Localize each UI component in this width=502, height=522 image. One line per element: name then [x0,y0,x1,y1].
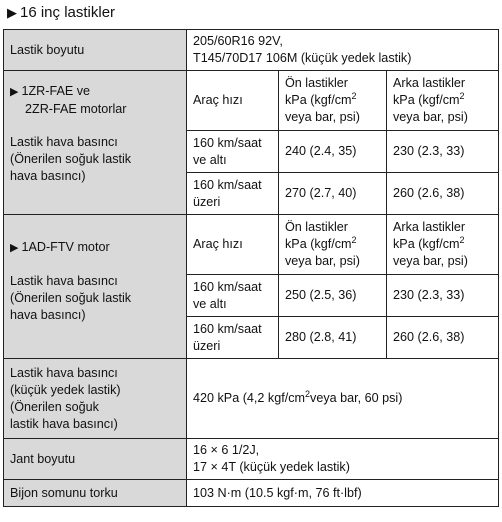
pressure-label-line-2: (Önerilen soğuk lastik [10,152,132,166]
rear-header-line-3: veya bar, psi) [393,254,468,268]
front-tires-column-header [279,71,387,131]
rear-tires-column-header [387,71,499,131]
front-pressure-cell: 280 (2.8, 41) [279,317,387,359]
tire-size-label: Lastik boyutu [4,30,187,71]
rear-header-line-1: Arka lastikler [393,76,466,90]
rear-tires-column-header [387,215,499,275]
front-header-line-3: veya bar, psi) [285,110,360,124]
spare-tire-row [4,359,499,439]
rear-header-line-1: Arka lastikler [393,220,466,234]
rim-size-row [4,439,499,480]
rear-pressure-cell: 260 (2.6, 38) [387,317,499,359]
front-header-line-1: Ön lastikler [285,220,348,234]
engine-label [10,83,180,118]
spare-tire-label: Lastik hava basıncı (küçük yedek lastik) (Önerilen soğuk lastik hava basıncı) [4,359,187,439]
pressure-label-line-3: hava basıncı) [10,308,86,322]
rear-header-line-3: veya bar, psi) [393,110,468,124]
front-tires-column-header [279,215,387,275]
engine-name-line-2: 2ZR-FAE motorlar [25,102,127,116]
front-header-line-2: kPa ($kgf/cm^2$ [285,234,357,251]
rear-pressure-cell: 260 (2.6, 38) [387,173,499,215]
front-pressure-cell: 270 (2.7, 40) [279,173,387,215]
engine-triangle-icon: ▶ [10,242,19,254]
rear-header-line-2: kPa ($kgf/cm^2$ [393,90,465,107]
speed-column-header: Araç hızı [187,71,279,131]
front-pressure-cell: 240 (2.4, 35) [279,131,387,173]
group-1-label-cell [4,71,187,215]
pressure-label-line-1: Lastik hava basıncı [10,135,118,149]
tire-size-line-2: T145/70D17 106M (küçük yedek lastik) [193,51,412,65]
section-title [7,3,115,23]
pressure-label [10,273,180,324]
tire-spec-table [3,29,499,507]
rim-size-value: 16 × 6 1/2J, 17 × 4T (küçük yedek lastik) [187,439,499,480]
pressure-label [10,134,180,185]
pressure-label-line-3: hava basıncı) [10,169,86,183]
engine-name-line-1: 1AD-FTV motor [21,240,110,254]
spare-tire-value: 420 kPa (4,2 kgf/$cm^2veya$ bar, 60 psi) [187,359,499,439]
section-title-text: 16 inç lastikler [20,4,116,21]
rim-size-label: Jant boyutu [4,439,187,480]
pressure-label-line-1: Lastik hava basıncı [10,274,118,288]
front-header-line-2: kPa ($kgf/cm^2$ [285,90,357,107]
speed-cell: 160 km/saat üzeri [187,173,279,215]
tire-size-value [187,30,499,71]
lug-nut-torque-value: 103 N·m (10.5 kgf·m, 76 ft·lbf) [187,480,499,507]
engine-triangle-icon: ▶ [10,86,19,98]
triangle-marker-icon: ▶ [7,5,17,20]
group-2-label-cell [4,215,187,359]
tire-size-row [4,30,499,71]
lug-nut-torque-label: Bijon somunu torku [4,480,187,507]
engine-label [10,239,180,257]
tire-size-line-1: 205/60R16 92V, [193,34,283,48]
rear-pressure-cell: 230 (2.3, 33) [387,131,499,173]
lug-nut-torque-row [4,480,499,507]
rear-pressure-cell: 230 (2.3, 33) [387,275,499,317]
speed-cell: 160 km/saat üzeri [187,317,279,359]
group-1-header-row [4,71,499,131]
pressure-label-line-2: (Önerilen soğuk lastik [10,291,132,305]
rear-header-line-2: kPa ($kgf/cm^2$ [393,234,465,251]
group-2-header-row [4,215,499,275]
speed-column-header: Araç hızı [187,215,279,275]
speed-cell: 160 km/saat ve altı [187,275,279,317]
front-header-line-3: veya bar, psi) [285,254,360,268]
front-header-line-1: Ön lastikler [285,76,348,90]
engine-name-line-1: 1ZR-FAE ve [21,84,91,98]
speed-cell: 160 km/saat ve altı [187,131,279,173]
front-pressure-cell: 250 (2.5, 36) [279,275,387,317]
